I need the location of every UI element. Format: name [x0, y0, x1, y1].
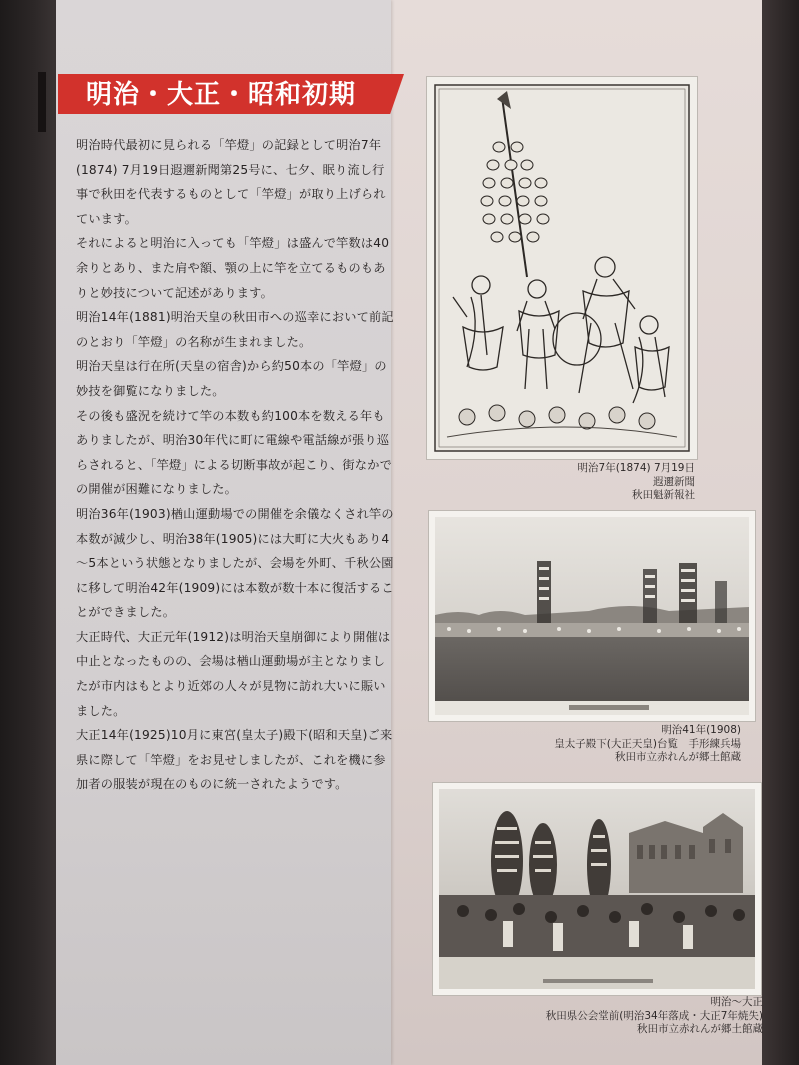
caption-line: 遐邇新聞	[653, 475, 695, 488]
section-heading	[36, 72, 404, 120]
paragraph: 大正14年(1925)10月に東宮(皇太子)殿下(昭和天皇)ご来県に際して「竿燈」をお見せしましたが、これを機に参加者の服装が現在のものに統一されたようです。	[76, 728, 393, 792]
public-hall-photo	[432, 782, 762, 996]
photo-caption	[546, 996, 763, 1037]
photo-caption	[554, 724, 741, 765]
parade-ground-photo	[428, 510, 756, 722]
paragraph: 明治時代最初に見られる「竿燈」の記録として明治7年(1874) 7月19日遐邇新聞第25号に、七夕、眠り流し行事で秋田を代表するものとして「竿燈」が取り上げられています。	[76, 138, 386, 226]
board-left-edge	[0, 0, 56, 1065]
paragraph: その後も盛況を続けて竿の本数も約100本を数える年もありましたが、明治30年代に町に電線や電話線が張り巡らされると、「竿燈」による切断事故が起こり、街なかでの開催が困難になりました。	[76, 408, 392, 497]
caption-line: 皇太子殿下(大正天皇)台覧 手形練兵場	[554, 737, 741, 750]
section-title: 明治・大正・昭和初期	[86, 80, 357, 110]
heading-accent-bar	[38, 72, 46, 132]
caption-line: 秋田市立赤れんが郷土館蔵	[637, 1023, 763, 1035]
caption-line: 明治41年(1908)	[661, 724, 741, 736]
paragraph: 明治14年(1881)明治天皇の秋田市への巡幸において前記のとおり「竿燈」の名称が生まれました。	[76, 310, 394, 349]
paragraph: 大正時代、大正元年(1912)は明治天皇崩御により開催は中止となったものの、会場は楢山運動場が主となりましたが市内はもとより近郊の人々が見物に訪れ大いに賑いました。	[76, 629, 391, 718]
paragraph: それによると明治に入っても「竿燈」は盛んで竿数は40余りとあり、また肩や額、顎の上に竿を立てるものもありと妙技について記述があります。	[76, 236, 390, 300]
caption-line: 明治7年(1874) 7月19日	[577, 462, 695, 474]
paragraph: 明治天皇は行在所(天皇の宿舎)から約50本の「竿燈」の妙技を御覧になりました。	[76, 359, 387, 398]
caption-line: 秋田魁新報社	[632, 489, 695, 501]
history-text	[76, 133, 394, 797]
caption-line: 秋田市立赤れんが郷土館蔵	[615, 751, 741, 763]
board-right-edge	[762, 0, 799, 1065]
photo-caption	[578, 462, 695, 503]
paragraph: 明治36年(1903)楢山運動場での開催を余儀なくされ竿の本数が減少し、明治38年(1905)には大町に大火もあり4～5本という状態となりましたが、会場を外町、千秋公園に移して明治42年(1909)には本数が数十本に復活することができました。	[76, 506, 394, 620]
newspaper-illustration-photo	[426, 76, 698, 460]
caption-line: 明治～大正	[710, 996, 763, 1008]
caption-line: 秋田県公会堂前(明治34年落成・大正7年焼失)	[545, 1009, 763, 1022]
